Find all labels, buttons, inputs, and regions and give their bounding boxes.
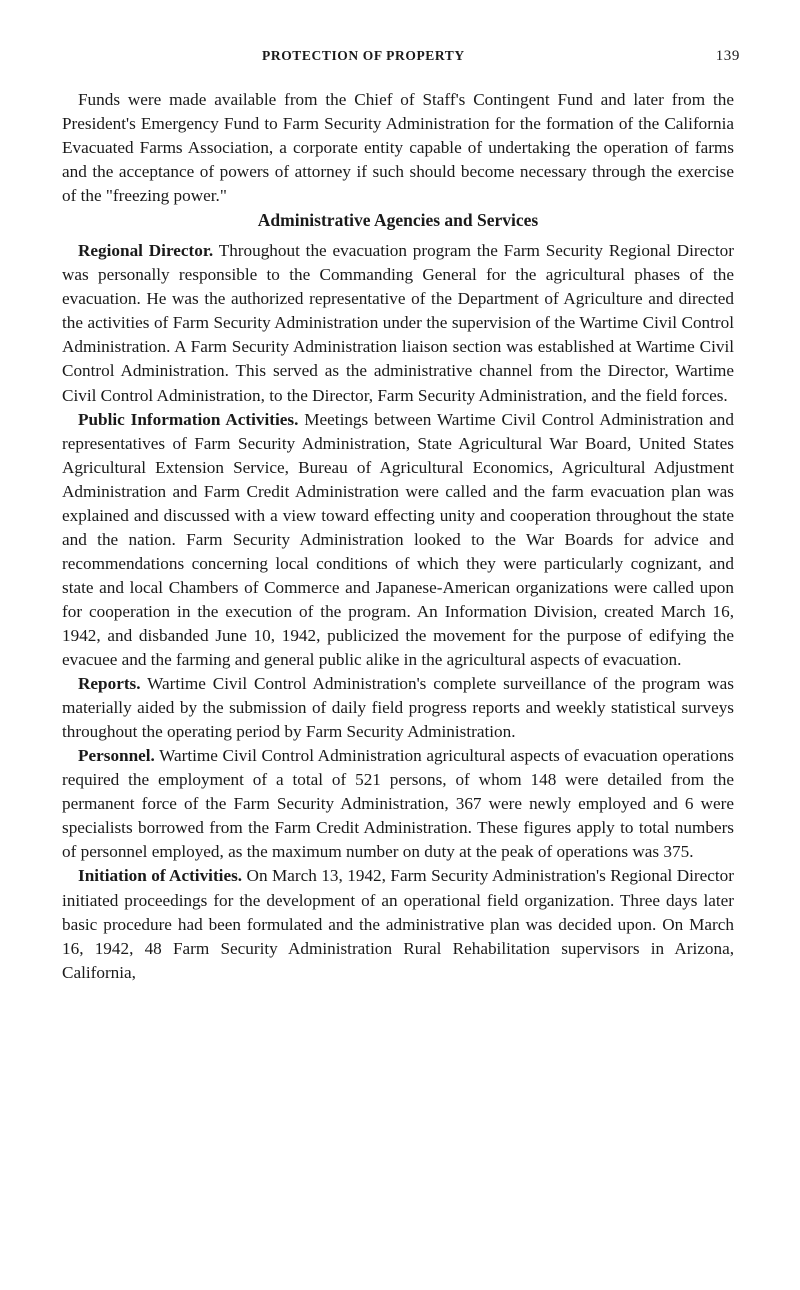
paragraph-text: Meetings between Wartime Civil Control Administration and representatives of Farm Security Administration, State Agricultural War Board, United States Agricultural Extension Service, Bureau of Agricultural Economics, Agricultural Adjustment Administration and Farm Credit Administration were called and the farm evacuation plan was explained and discussed with a view toward effecting unity and cooperation throughout the state and the nation. Farm Security Administration looked to the War Boards for advice and recommendations concerning local conditions of which they were particularly cognizant, and state and local Chambers of Commerce and Japanese-American organizations were called upon for cooperation in the execution of the program. An Information Division, created March 16, 1942, and disbanded June 10, 1942, publicized the movement for the purpose of edifying the evacuee and the farming and general public alike in the agricultural aspects of evacuation. xyxy=(62,409,734,670)
page-number: 139 xyxy=(715,48,740,64)
body-text xyxy=(62,88,734,985)
paragraph-regional-director xyxy=(62,239,734,407)
paragraph-heading: Initiation of Activities. xyxy=(78,866,243,886)
paragraph-public-information xyxy=(62,408,734,673)
paragraph-heading: Public Information Activities. xyxy=(78,409,299,429)
section-heading: Administrative Agencies and Services xyxy=(257,210,539,231)
paragraph-heading: Reports. xyxy=(78,674,141,694)
running-title: PROTECTION OF PROPERTY xyxy=(262,48,465,63)
intro-paragraph: Funds were made available from the Chief of Staff's Contingent Fund and later from the President's Emergency Fund to Farm Security Administration for the formation of the California Evacuated Farms Association, a corporate entity capable of undertaking the operation of farms and the acceptance of powers of attorney if such should become necessary through the exercise of the "freezing power." xyxy=(62,90,734,206)
paragraph-heading: Personnel. xyxy=(78,746,155,766)
paragraph-text: On March 13, 1942, Farm Security Administration's Regional Director initiated proceedings for the development of an operational field organization. Three days later basic procedure had been formulated and the administrative plan was decided upon. On March 16, 1942, 48 Farm Security Administration Rural Rehabilitation supervisors in Arizona, California, xyxy=(62,866,734,982)
paragraph-text: Throughout the evacuation program the Farm Security Regional Director was personally responsible to the Commanding General for the agricultural phases of the evacuation. He was the authorized representative of the Department of Agriculture and directed the activities of Farm Security Administration under the supervision of the Wartime Civil Control Administration. A Farm Security Administration liaison section was established at Wartime Civil Control Administration. This served as the administrative channel from the Director, Wartime Civil Control Administration, to the Director, Farm Security Administration, and the field forces. xyxy=(62,241,734,405)
paragraph-text: Wartime Civil Control Administration agricultural aspects of evacuation operations required the employment of a total of 521 persons, of whom 148 were detailed from the permanent force of the Farm Security Administration, 367 were newly employed and 6 were specialists borrowed from the Farm Credit Administration. These figures apply to total numbers of personnel employed, as the maximum number on duty at the peak of operations was 375. xyxy=(62,746,734,862)
paragraph-initiation xyxy=(62,864,734,984)
paragraph-reports xyxy=(62,672,734,744)
paragraph-personnel xyxy=(62,744,734,864)
paragraph-text: Wartime Civil Control Administration's complete surveillance of the program was materially aided by the submission of daily field progress reports and weekly statistical surveys throughout the operating period by Farm Security Administration. xyxy=(62,674,734,742)
paragraph-heading: Regional Director. xyxy=(78,241,214,261)
